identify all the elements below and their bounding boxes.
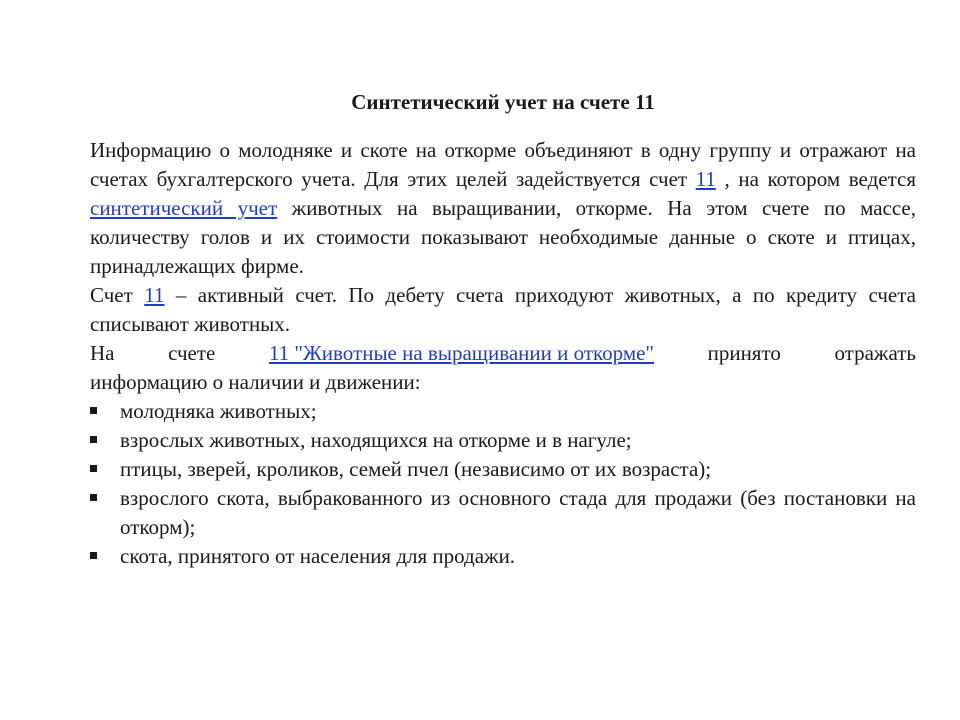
list-item-text: взрослого скота, выбракованного из основного стада для продажи (без постановки на откорм);: [120, 486, 916, 539]
paragraph-word: счете: [168, 341, 216, 365]
list-item-text: скота, принятого от населения для продажи.: [120, 544, 516, 568]
account-11-title-link[interactable]: 11 "Животные на выращивании и откорме": [268, 341, 655, 365]
document-title: Синтетический учет на счете 11: [351, 90, 655, 114]
synthetic-accounting-link[interactable]: синтетический учет: [90, 196, 278, 220]
paragraph-text: информацию о наличии и движении:: [90, 370, 421, 394]
account-11-link[interactable]: 11: [144, 283, 165, 307]
list-item: [90, 542, 916, 571]
square-bullet-icon: [90, 407, 97, 414]
list-item-text: молодняка животных;: [120, 399, 317, 423]
account-11-link[interactable]: 11: [695, 167, 716, 191]
square-bullet-icon: [90, 436, 97, 443]
list-item: [90, 426, 916, 455]
paragraph-account-line: [90, 339, 916, 368]
bullet-list: [90, 397, 916, 571]
paragraph-word: принято: [707, 341, 781, 365]
list-item-text: птицы, зверей, кроликов, семей пчел (независимо от их возраста);: [120, 457, 712, 481]
paragraph-text: – активный счет. По дебету счета приходуют животных, а по кредиту счета списывают животных.: [90, 283, 916, 336]
paragraph-text: животных на выращивании, откорме. На этом счете по массе, количеству голов и их стоимости показывают необходимые данные о скоте и птицах, принадлежащих фирме.: [90, 196, 917, 278]
paragraph-word: отражать: [834, 341, 916, 365]
paragraph-intro: [90, 136, 916, 281]
paragraph-text: Счет: [90, 283, 145, 307]
list-item: [90, 455, 916, 484]
paragraph-active-account: [90, 281, 916, 339]
list-item: [90, 484, 916, 542]
document-page: [90, 88, 916, 571]
list-item: [90, 397, 916, 426]
square-bullet-icon: [90, 465, 97, 472]
list-item-text: взрослых животных, находящихся на откорме и в нагуле;: [120, 428, 632, 452]
square-bullet-icon: [90, 552, 97, 559]
square-bullet-icon: [90, 494, 97, 501]
paragraph-word: На: [90, 341, 115, 365]
paragraph-text: Информацию о молодняке и скоте на откорме объединяют в одну группу и отражают на счетах бухгалтерского учета. Для этих целей задействуется счет: [90, 138, 916, 191]
paragraph-text: , на котором ведется: [715, 167, 916, 191]
